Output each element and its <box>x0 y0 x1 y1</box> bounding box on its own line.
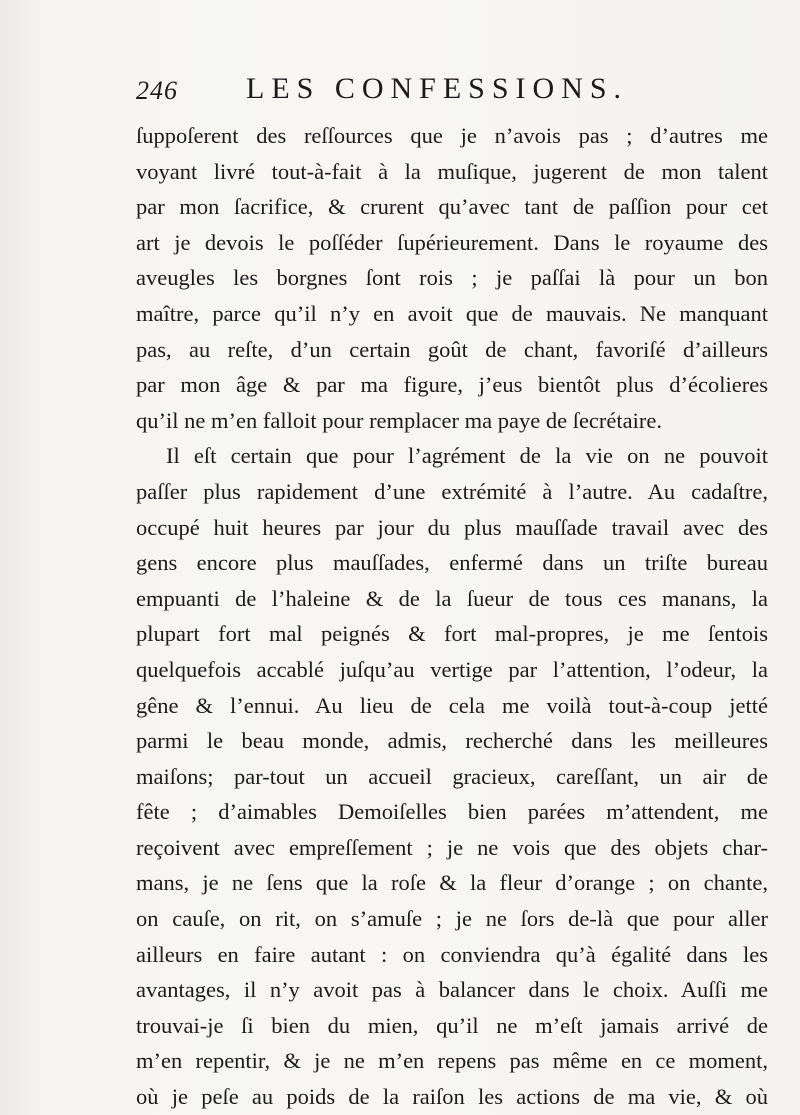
text-line: parmi le beau monde, admis, recherché dans les meilleures <box>136 728 768 754</box>
body-text <box>136 118 768 1115</box>
text-line: empuanti de l’haleine & de la ſueur de tous ces manans, la <box>136 585 768 611</box>
text-line: trouvai-je ſi bien du mien, qu’il ne m’eſt jamais arrivé de <box>136 1012 768 1038</box>
text-line: pas, au reſte, d’un certain goût de chant, favoriſé d’ailleurs <box>136 336 768 362</box>
paragraph-first-line: Il eſt certain que pour l’agrément de la vie on ne pouvoit <box>166 443 768 469</box>
text-line: ailleurs en faire autant : on conviendra qu’à égalité dans les <box>136 941 768 967</box>
text-line: voyant livré tout-à-fait à la muſique, jugerent de mon talent <box>136 158 768 184</box>
text-line: gêne & l’ennui. Au lieu de cela me voilà tout-à-coup jetté <box>136 692 768 718</box>
text-line: art je devois le poſſéder ſupérieurement. Dans le royaume des <box>136 229 768 255</box>
text-line: on cauſe, on rit, on s’amuſe ; je ne ſors de-là que pour aller <box>136 906 768 932</box>
text-line: où je peſe au poids de la raiſon les actions de ma vie, & où <box>136 1084 768 1110</box>
text-line: avantages, il n’y avoit pas à balancer dans le choix. Auſſi me <box>136 977 768 1003</box>
text-line: reçoivent avec empreſſement ; je ne vois que des objets char- <box>136 834 768 860</box>
text-line: maître, parce qu’il n’y en avoit que de mauvais. Ne manquant <box>136 300 768 326</box>
text-line: paſſer plus rapidement d’une extrémité à l’autre. Au cadaſtre, <box>136 478 768 504</box>
running-title: LES CONFESSIONS. <box>246 72 629 105</box>
text-line: mans, je ne ſens que la roſe & la fleur d’orange ; on chante, <box>136 870 768 896</box>
text-line: par mon ſacrifice, & crurent qu’avec tant de paſſion pour cet <box>136 194 768 220</box>
text-line: m’en repentir, & je ne m’en repens pas même en ce moment, <box>136 1048 768 1074</box>
text-line: plupart fort mal peignés & fort mal-propres, je me ſentois <box>136 621 768 647</box>
text-line: aveugles les borgnes ſont rois ; je paſſai là pour un bon <box>136 265 768 291</box>
text-line: fête ; d’aimables Demoiſelles bien parées m’attendent, me <box>136 799 768 825</box>
text-line: ſuppoſerent des reſſources que je n’avois pas ; d’autres me <box>136 123 768 148</box>
text-line: quelquefois accablé juſqu’au vertige par l’attention, l’odeur, la <box>136 656 768 682</box>
text-line: maiſons; par-tout un accueil gracieux, careſſant, un air de <box>136 763 768 789</box>
text-line: gens encore plus mauſſades, enfermé dans un triſte bureau <box>136 550 768 576</box>
page-number: 246 <box>136 76 178 105</box>
text-line: par mon âge & par ma figure, j’eus bientôt plus d’écolieres <box>136 372 768 398</box>
text-line: qu’il ne m’en falloit pour remplacer ma paye de ſecrétaire. <box>136 407 662 433</box>
text-line: occupé huit heures par jour du plus mauſſade travail avec des <box>136 514 768 540</box>
page-header <box>136 72 656 112</box>
